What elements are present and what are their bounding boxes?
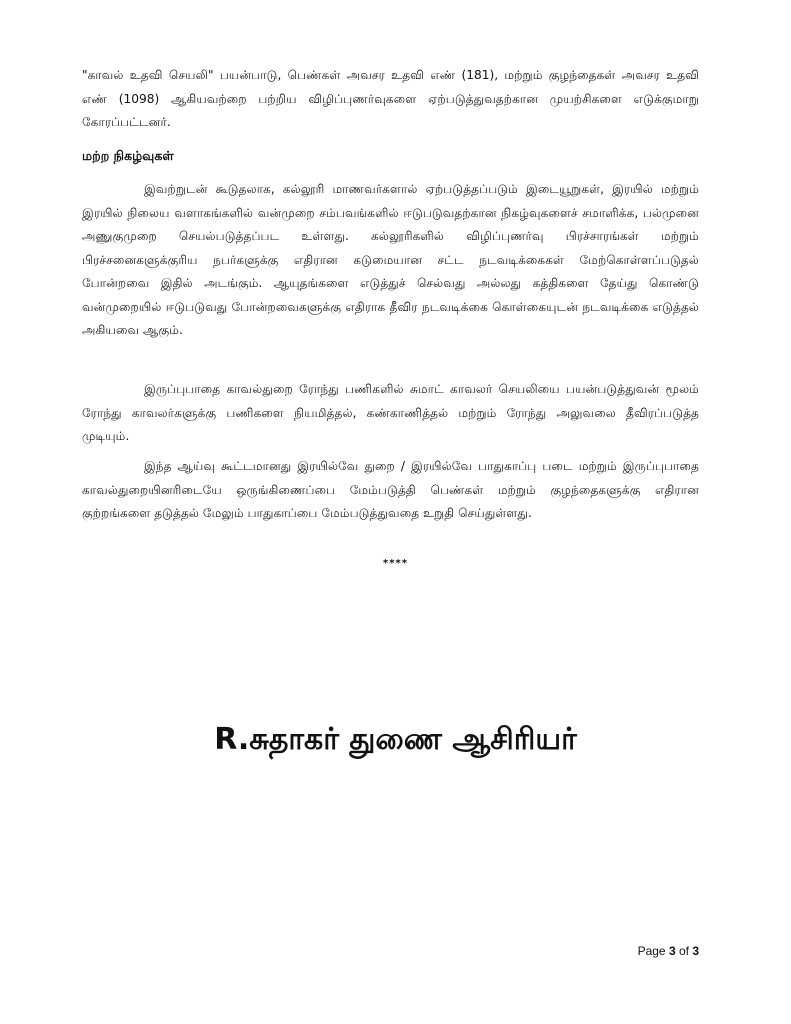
total-pages: 3 (692, 944, 699, 958)
section-separator: **** (383, 558, 408, 569)
paragraph-smart-police-app: இருப்புபாதை காவல்துறை ரோந்து பணிகளில் சுமாட் காவலர் செயலியை பயன்படுத்துவன் மூலம் ரோந்து காவலர்களுக்கு பணிகளை நியமித்தல், கண்காணித்தல் மற்றும் ரோந்து அலுவலை தீவிரப்படுத்த முடியும். (82, 382, 699, 443)
page-number (638, 944, 699, 958)
page-prefix: Page (637, 944, 669, 958)
author-signature: R.சுதாகர் துணை ஆசிரியர் (214, 722, 577, 757)
page-of-text: of (675, 944, 693, 958)
paragraph-review-meeting: இந்த ஆய்வு கூட்டமானது இரயில்வே துறை / இரயில்வே பாதுகாப்பு படை மற்றும் இருப்புபாதை காவல்துறையினரிடையே ஒருங்கிணைப்பை மேம்படுத்தி பெண்கள் மற்றும் குழந்தைகளுக்கு எதிரான குற்றங்களை தடுத்தல் மேலும் பாதுகாப்பை மேம்படுத்துவதை உறுதி செய்துள்ளது. (82, 459, 699, 520)
paragraph-awareness-apps: "காவல் உதவி செயலி" பயன்பாடு, பெண்கள் அவசர உதவி எண் (181), மற்றும் குழந்தைகள் அவசர உதவி எண் (1098) ஆகியவற்றை பற்றிய விழிப்புணர்வுகளை ஏற்படுத்துவதற்கான முயற்சிகளை எடுக்குமாறு கோரப்பட்டனர். (82, 68, 699, 129)
paragraph-student-disturbances: இவற்றுடன் கூடுதலாக, கல்லூரி மாணவர்களால் ஏற்படுத்தப்படும் இடையூறுகள், இரயில் மற்றும் இரயில் நிலைய வளாகங்களில் வன்முறை சம்பவங்களில் ஈடுபடுவதற்கான நிகழ்வுகளைச் சமாளிக்க, பல்முனை அணுகுமுறை செயல்படுத்தப்பட உள்ளது. கல்லூரிகளில் விழிப்புணர்வு பிரச்சாரங்கள் மற்றும் பிரச்சனைகளுக்குரிய நபர்களுக்கு எதிரான கடுமையான சட்ட நடவடிக்கைகள் மேற்கொள்ளப்படுதல் போன்றவை இதில் அடங்கும். ஆயுதங்களை எடுத்துச் செல்வது அல்லது கத்திகளை தேய்து கொண்டு வன்முறையில் ஈடுபடுவது போன்றவைகளுக்கு எதிராக தீவிர நடவடிக்கை கொள்கையுடன் நடவடிக்கை எடுத்தல் அகியவை ஆகும். (82, 182, 699, 337)
section-heading-other-events: மற்ற நிகழ்வுகள் (82, 148, 174, 163)
current-page: 3 (668, 944, 676, 958)
